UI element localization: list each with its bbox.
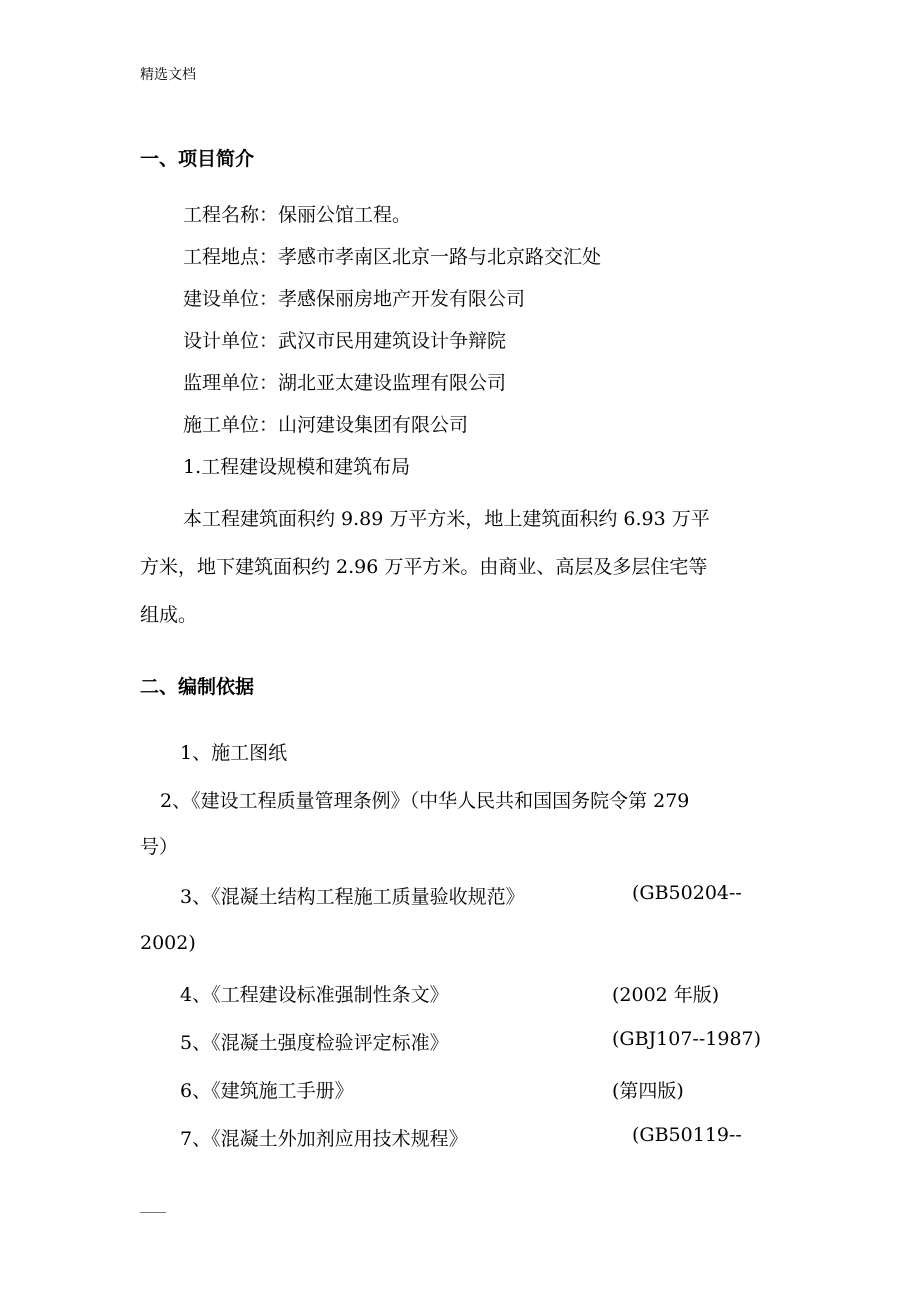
- project-location-field: 工程地点：孝感市孝南区北京一路与北京路交汇处: [183, 246, 602, 268]
- paragraph-line-1: 本工程建筑面积约 9.89 万平方米，地上建筑面积约 6.93 万平: [183, 508, 710, 530]
- developer-field: 建设单位：孝感保丽房地产开发有限公司: [183, 288, 526, 310]
- supervisor-field: 监理单位：湖北亚太建设监理有限公司: [183, 372, 507, 394]
- project-name-field: 工程名称：保丽公馆工程。: [183, 204, 412, 226]
- section-1-heading: 一、项目简介: [140, 148, 255, 170]
- reference-title: 3、《混凝土结构工程施工质量验收规范》: [180, 886, 525, 908]
- reference-item: [0, 1076, 920, 1106]
- reference-code: (GB50204--: [632, 882, 742, 904]
- reference-item: 2、《建设工程质量管理条例》（中华人民共和国国务院令第 279: [160, 790, 690, 812]
- designer-field: 设计单位：武汉市民用建筑设计争辩院: [183, 330, 507, 352]
- reference-title: 5、《混凝土强度检验评定标准》: [180, 1032, 449, 1054]
- reference-item-continuation: 号）: [140, 836, 179, 858]
- reference-title: 6、《建筑施工手册》: [180, 1080, 354, 1102]
- reference-title: 4、《工程建设标准强制性条文》: [180, 984, 449, 1006]
- reference-code: (第四版): [612, 1080, 684, 1102]
- reference-item-continuation: 2002): [140, 932, 196, 954]
- scale-subheading: 1.工程建设规模和建筑布局: [183, 456, 411, 478]
- page-header-label: 精选文档: [140, 67, 196, 83]
- reference-item: [0, 882, 920, 912]
- reference-item: 1、施工图纸: [180, 742, 288, 764]
- reference-title: 7、《混凝土外加剂应用技术规程》: [180, 1128, 468, 1150]
- paragraph-line-3: 组成。: [140, 604, 198, 626]
- reference-item: [0, 980, 920, 1010]
- reference-code: (GBJ107--1987): [612, 1028, 762, 1050]
- reference-item: [0, 1028, 920, 1058]
- contractor-field: 施工单位：山河建设集团有限公司: [183, 414, 469, 436]
- section-2-heading: 二、编制依据: [140, 676, 255, 698]
- paragraph-line-2: 方米，地下建筑面积约 2.96 万平方米。由商业、高层及多层住宅等: [140, 556, 708, 578]
- reference-item: [0, 1124, 920, 1154]
- reference-code: (GB50119--: [632, 1124, 742, 1146]
- footer-divider: [140, 1212, 166, 1213]
- reference-code: (2002 年版): [612, 984, 720, 1006]
